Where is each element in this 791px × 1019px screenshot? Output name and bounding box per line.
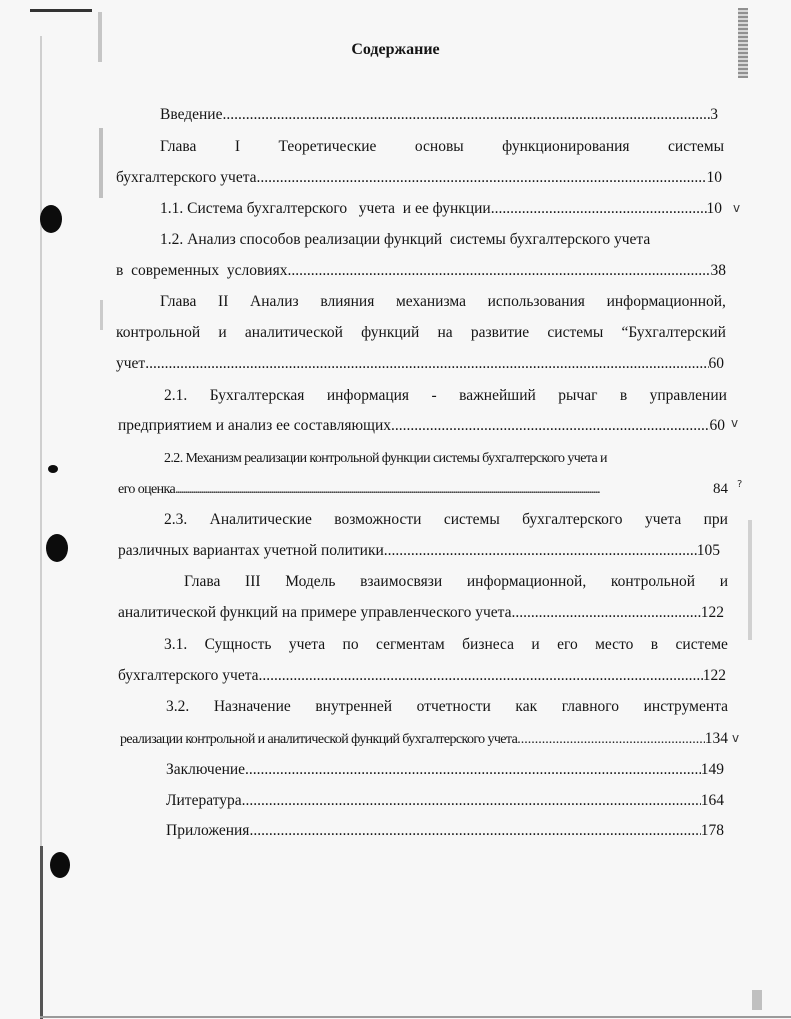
punch-hole <box>46 534 68 562</box>
toc-page-number: 84 <box>713 481 728 497</box>
punch-hole <box>50 852 70 878</box>
toc-page-number: 3 <box>710 106 718 123</box>
toc-page-number: 149 <box>700 761 724 778</box>
toc-page-number: 38 <box>710 262 726 279</box>
toc-entry-conclusion <box>166 760 724 780</box>
leader-dots <box>249 821 700 841</box>
toc-page-number: 134 <box>704 730 728 747</box>
toc-entry-text: Литература <box>166 792 242 809</box>
leader-dots <box>145 354 708 374</box>
toc-page-number: 60 <box>708 355 724 372</box>
toc-word: главного <box>561 698 620 715</box>
leader-dots <box>257 168 707 188</box>
scan-artifact-left-dark <box>40 846 43 1019</box>
toc-entry-section-1-1 <box>160 199 722 219</box>
toc-word: Модель <box>285 573 336 590</box>
handwritten-question-mark: ? <box>737 479 743 490</box>
toc-entry-text: реализации контрольной и аналитической функций бухгалтерского учета <box>120 732 518 747</box>
toc-word: внутренней <box>315 698 393 715</box>
toc-entry-section-1-2-cont <box>116 261 726 281</box>
toc-word: информация <box>326 387 410 404</box>
toc-word: Бухгалтерская <box>209 387 305 404</box>
toc-word: развитие <box>470 324 530 341</box>
toc-entry-text: аналитической функций на примере управленческого учета <box>118 604 512 621</box>
toc-entry-section-1-2: 1.2. Анализ способов реализации функций системы бухгалтерского учета <box>160 231 651 248</box>
leader-dots <box>491 199 707 219</box>
toc-word: системы <box>547 324 604 341</box>
toc-entry-chapter-3 <box>184 572 728 592</box>
leader-dots <box>242 791 701 811</box>
toc-word: контрольной <box>116 324 201 341</box>
toc-entry-section-2-3-cont <box>118 541 720 561</box>
toc-word: бухгалтерского <box>522 511 623 528</box>
toc-word: контрольной <box>610 573 696 590</box>
toc-word: Сущность <box>204 636 272 653</box>
toc-page-number: 122 <box>702 667 726 684</box>
toc-word: при <box>703 511 728 528</box>
leader-dots <box>517 730 705 750</box>
toc-word: основы <box>414 138 464 155</box>
toc-entry-section-2-1-cont <box>118 416 725 436</box>
leader-dots <box>245 760 701 780</box>
toc-entry-text: Заключение <box>166 761 246 778</box>
toc-word: в <box>619 387 628 404</box>
toc-word: учета <box>288 636 326 653</box>
leader-dots <box>391 416 709 436</box>
toc-entry-chapter-2-cont2 <box>116 354 724 374</box>
toc-word: бизнеса <box>462 636 514 653</box>
toc-word: функций <box>361 324 420 341</box>
toc-word: Аналитические <box>209 511 312 528</box>
handwritten-check-mark: v <box>732 731 740 745</box>
toc-word: место <box>595 636 634 653</box>
toc-word: “Бухгалтерский <box>621 324 726 341</box>
toc-entry-chapter-1-cont <box>116 168 722 188</box>
toc-page-number: 105 <box>696 542 720 559</box>
toc-word: Теоретические <box>278 138 377 155</box>
toc-word: Глава <box>160 138 197 155</box>
toc-word: по <box>342 636 359 653</box>
toc-entry-text: его оценка <box>118 482 176 497</box>
scan-artifact-top <box>30 9 92 12</box>
toc-word: сегментам <box>376 636 445 653</box>
toc-word: управлении <box>649 387 727 404</box>
toc-word: механизма <box>395 293 466 310</box>
handwritten-check-mark: v <box>731 416 739 430</box>
toc-word: 3.1. <box>164 636 188 653</box>
toc-word: взаимосвязи <box>360 573 443 590</box>
leader-dots <box>175 480 713 500</box>
scan-speck <box>752 990 762 1010</box>
toc-entry-text: Приложения <box>166 822 250 839</box>
toc-entry-chapter-2 <box>160 292 726 312</box>
scan-artifact-bottom <box>40 1016 791 1018</box>
toc-entry-text: учет <box>116 355 146 372</box>
toc-entry-text: предприятием и анализ ее составляющих <box>118 417 392 434</box>
toc-entry-literature <box>166 791 724 811</box>
toc-entry-section-3-2 <box>166 697 728 717</box>
toc-word: 2.1. <box>164 387 188 404</box>
toc-word: аналитической <box>244 324 343 341</box>
toc-word: функционирования <box>502 138 630 155</box>
toc-word: III <box>245 573 261 590</box>
punch-hole <box>40 205 62 233</box>
toc-word: Глава <box>184 573 221 590</box>
leader-dots <box>384 541 697 561</box>
toc-word: и <box>719 573 728 590</box>
toc-word: системы <box>668 138 724 155</box>
toc-word: II <box>218 293 229 310</box>
toc-entry-section-2-2-cont <box>118 479 728 499</box>
toc-word: 3.2. <box>166 698 190 715</box>
toc-page-number: 10 <box>706 169 722 186</box>
toc-entry-appendix <box>166 821 724 841</box>
toc-word: Назначение <box>213 698 291 715</box>
toc-word: возможности <box>334 511 422 528</box>
toc-word: на <box>437 324 453 341</box>
toc-word: Анализ <box>250 293 299 310</box>
toc-entry-text: бухгалтерского учета <box>118 667 259 684</box>
toc-entry-section-3-1 <box>164 635 728 655</box>
toc-entry-text: в современных условиях <box>116 262 288 279</box>
toc-entry-introduction <box>160 105 718 125</box>
toc-page-number: 178 <box>700 822 724 839</box>
scan-speck <box>100 300 103 330</box>
handwritten-check-mark: v <box>733 201 741 215</box>
toc-word: - <box>431 387 437 404</box>
punch-hole <box>48 465 58 473</box>
toc-word: рычаг <box>558 387 598 404</box>
toc-entry-section-2-1 <box>164 386 727 406</box>
toc-word: отчетности <box>416 698 491 715</box>
page-title: Содержание <box>351 41 440 58</box>
toc-entry-text: 1.1. Система бухгалтерского учета и ее функции <box>160 200 491 217</box>
toc-word: влияния <box>320 293 375 310</box>
toc-word: и <box>218 324 227 341</box>
toc-entry-section-2-3 <box>164 510 728 530</box>
toc-page-number: 122 <box>700 604 724 621</box>
toc-page-number: 10 <box>706 200 722 217</box>
toc-word: в <box>650 636 659 653</box>
toc-entry-chapter-2-cont <box>116 323 726 343</box>
leader-dots <box>222 105 710 125</box>
toc-word: 2.3. <box>164 511 188 528</box>
toc-word: его <box>557 636 578 653</box>
toc-entry-chapter-1 <box>160 137 724 157</box>
toc-word: и <box>531 636 540 653</box>
toc-word: системе <box>675 636 728 653</box>
leader-dots <box>259 666 703 686</box>
toc-word: системы <box>443 511 500 528</box>
leader-dots <box>511 603 700 623</box>
toc-word: инструмента <box>643 698 728 715</box>
scan-speck <box>748 520 752 640</box>
toc-word: учета <box>644 511 682 528</box>
toc-word: информационной, <box>466 573 587 590</box>
toc-entry-text: различных вариантах учетной политики <box>118 542 384 559</box>
toc-entry-section-2-2: 2.2. Механизм реализации контрольной функции системы бухгалтерского учета и <box>164 451 607 466</box>
toc-entry-text: бухгалтерского учета <box>116 169 257 186</box>
toc-word: важнейший <box>459 387 536 404</box>
toc-page-number: 60 <box>709 417 725 434</box>
toc-entry-text: Введение <box>160 106 223 123</box>
toc-entry-section-3-2-cont <box>120 729 728 749</box>
toc-word: использования <box>487 293 585 310</box>
toc-word: I <box>234 138 241 155</box>
scan-speck <box>99 128 103 198</box>
leader-dots <box>287 261 710 281</box>
toc-entry-section-3-1-cont <box>118 666 726 686</box>
toc-entry-chapter-3-cont <box>118 603 724 623</box>
toc-word: информационной, <box>606 293 726 310</box>
toc-word: как <box>515 698 538 715</box>
toc-page-number: 164 <box>700 792 724 809</box>
toc-word: Глава <box>160 293 197 310</box>
